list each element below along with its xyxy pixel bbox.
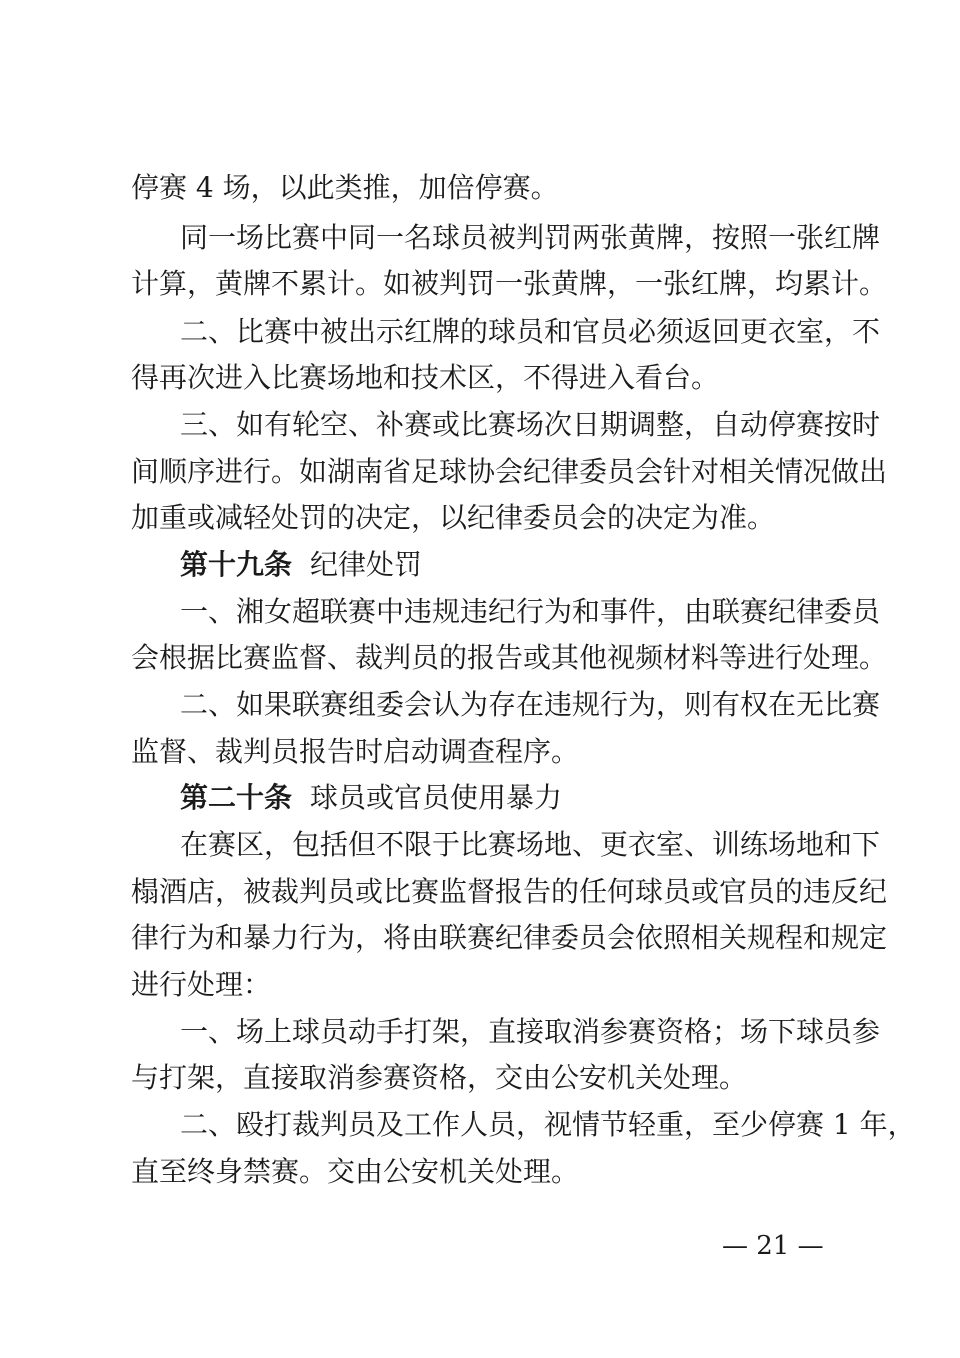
line-text: 一、场上球员动手打架，直接取消参赛资格；场下球员参 xyxy=(180,1015,881,1048)
line-text: 间顺序进行。如湖南省足球协会纪律委员会针对相关情况做出 xyxy=(131,455,888,488)
article-title: 球员或官员使用暴力 xyxy=(310,781,563,814)
line-text: 与打架，直接取消参赛资格，交由公安机关处理。 xyxy=(131,1061,748,1094)
line-text: 律行为和暴力行为，将由联赛纪律委员会依照相关规程和规定 xyxy=(131,921,888,954)
line-text: 榻酒店，被裁判员或比赛监督报告的任何球员或官员的违反纪 xyxy=(131,875,888,908)
line-text: 进行处理： xyxy=(131,968,272,1001)
line-text: 监督、裁判员报告时启动调查程序。 xyxy=(131,735,580,768)
line-text: 加重或减轻处罚的决定，以纪律委员会的决定为准。 xyxy=(131,501,776,534)
line-text: 计算，黄牌不累计。如被判罚一张黄牌，一张红牌，均累计。 xyxy=(131,267,888,300)
line-text: 同一场比赛中同一名球员被判罚两张黄牌，按照一张红牌 xyxy=(180,221,881,254)
line-text: 停赛 4 场，以此类推，加倍停赛。 xyxy=(131,171,559,204)
article-number: 第二十条 xyxy=(180,781,293,814)
line-text: 会根据比赛监督、裁判员的报告或其他视频材料等进行处理。 xyxy=(131,641,888,674)
line-text: 一、湘女超联赛中违规违纪行为和事件，由联赛纪律委员 xyxy=(180,595,881,628)
line-text: 在赛区，包括但不限于比赛场地、更衣室、训练场地和下 xyxy=(180,828,881,861)
line-text: 二、殴打裁判员及工作人员，视情节轻重，至少停赛 1 年， xyxy=(180,1108,916,1141)
article-number: 第十九条 xyxy=(180,548,293,581)
page-number: — 21 — xyxy=(722,1231,824,1261)
line-text: 得再次进入比赛场地和技术区，不得进入看台。 xyxy=(131,361,720,394)
line-text: 二、比赛中被出示红牌的球员和官员必须返回更衣室，不 xyxy=(180,315,881,348)
line-text: 二、如果联赛组委会认为存在违规行为，则有权在无比赛 xyxy=(180,688,881,721)
line-text: 直至终身禁赛。交由公安机关处理。 xyxy=(131,1155,580,1188)
article-title: 纪律处罚 xyxy=(310,548,423,581)
line-text: 三、如有轮空、补赛或比赛场次日期调整，自动停赛按时 xyxy=(180,408,881,441)
